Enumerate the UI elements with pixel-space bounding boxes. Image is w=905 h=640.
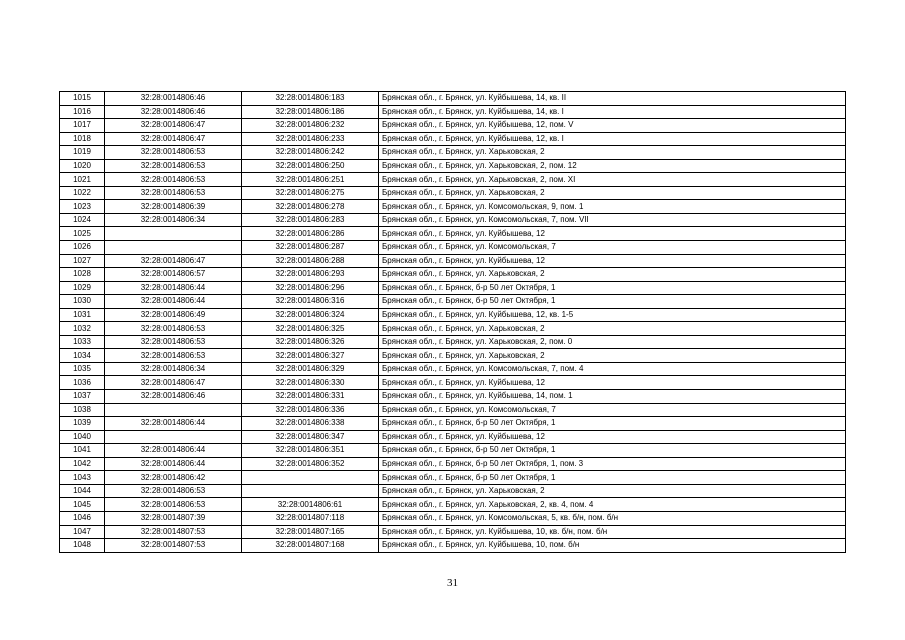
parcel-cadastral-number-cell: 32:28:0014806:44 [105, 281, 242, 295]
address-cell: Брянская обл., г. Брянск, ул. Харьковская, 2 [379, 484, 846, 498]
row-number-cell: 1025 [60, 227, 105, 241]
parcel-cadastral-number-cell: 32:28:0014806:53 [105, 159, 242, 173]
row-number-cell: 1035 [60, 362, 105, 376]
object-cadastral-number-cell: 32:28:0014806:233 [242, 132, 379, 146]
parcel-cadastral-number-cell: 32:28:0014806:47 [105, 254, 242, 268]
parcel-cadastral-number-cell: 32:28:0014806:49 [105, 308, 242, 322]
parcel-cadastral-number-cell: 32:28:0014806:46 [105, 105, 242, 119]
object-cadastral-number-cell: 32:28:0014806:330 [242, 376, 379, 390]
row-number-cell: 1033 [60, 335, 105, 349]
table-row [60, 498, 846, 512]
object-cadastral-number-cell: 32:28:0014806:287 [242, 241, 379, 255]
table-row [60, 105, 846, 119]
parcel-cadastral-number-cell: 32:28:0014806:34 [105, 213, 242, 227]
row-number-cell: 1026 [60, 241, 105, 255]
table-row [60, 403, 846, 417]
address-cell: Брянская обл., г. Брянск, ул. Харьковская, 2, пом. 0 [379, 335, 846, 349]
row-number-cell: 1029 [60, 281, 105, 295]
parcel-cadastral-number-cell: 32:28:0014806:57 [105, 268, 242, 282]
parcel-cadastral-number-cell: 32:28:0014806:53 [105, 484, 242, 498]
parcel-cadastral-number-cell: 32:28:0014806:34 [105, 362, 242, 376]
address-cell: Брянская обл., г. Брянск, ул. Куйбышева, 12, кв. 1-5 [379, 308, 846, 322]
address-cell: Брянская обл., г. Брянск, ул. Комсомольская, 7, пом. VII [379, 213, 846, 227]
object-cadastral-number-cell: 32:28:0014807:118 [242, 511, 379, 525]
parcel-cadastral-number-cell: 32:28:0014806:53 [105, 335, 242, 349]
object-cadastral-number-cell: 32:28:0014806:232 [242, 119, 379, 133]
object-cadastral-number-cell: 32:28:0014806:338 [242, 417, 379, 431]
parcel-cadastral-number-cell: 32:28:0014807:53 [105, 525, 242, 539]
object-cadastral-number-cell: 32:28:0014806:326 [242, 335, 379, 349]
address-cell: Брянская обл., г. Брянск, ул. Куйбышева, 10, пом. б/н [379, 539, 846, 553]
table-row [60, 254, 846, 268]
table-row [60, 146, 846, 160]
row-number-cell: 1037 [60, 390, 105, 404]
row-number-cell: 1022 [60, 186, 105, 200]
address-cell: Брянская обл., г. Брянск, ул. Комсомольская, 7 [379, 403, 846, 417]
object-cadastral-number-cell: 32:28:0014806:296 [242, 281, 379, 295]
object-cadastral-number-cell: 32:28:0014806:329 [242, 362, 379, 376]
object-cadastral-number-cell: 32:28:0014806:283 [242, 213, 379, 227]
address-cell: Брянская обл., г. Брянск, б-р 50 лет Октября, 1 [379, 444, 846, 458]
address-cell: Брянская обл., г. Брянск, ул. Куйбышева, 12 [379, 376, 846, 390]
parcel-cadastral-number-cell: 32:28:0014806:53 [105, 322, 242, 336]
parcel-cadastral-number-cell: 32:28:0014806:53 [105, 173, 242, 187]
table-row [60, 417, 846, 431]
address-cell: Брянская обл., г. Брянск, ул. Харьковская, 2 [379, 186, 846, 200]
table-row [60, 227, 846, 241]
registry-table-body [60, 92, 846, 553]
row-number-cell: 1024 [60, 213, 105, 227]
row-number-cell: 1017 [60, 119, 105, 133]
address-cell: Брянская обл., г. Брянск, ул. Харьковская, 2 [379, 146, 846, 160]
parcel-cadastral-number-cell: 32:28:0014806:39 [105, 200, 242, 214]
table-row [60, 241, 846, 255]
parcel-cadastral-number-cell: 32:28:0014806:44 [105, 417, 242, 431]
parcel-cadastral-number-cell: 32:28:0014806:44 [105, 444, 242, 458]
registry-table [59, 91, 846, 553]
address-cell: Брянская обл., г. Брянск, ул. Комсомольская, 5, кв. б/н, пом. б/н [379, 511, 846, 525]
parcel-cadastral-number-cell: 32:28:0014806:53 [105, 498, 242, 512]
row-number-cell: 1016 [60, 105, 105, 119]
address-cell: Брянская обл., г. Брянск, ул. Куйбышева, 12 [379, 430, 846, 444]
address-cell: Брянская обл., г. Брянск, ул. Комсомольская, 7, пом. 4 [379, 362, 846, 376]
row-number-cell: 1031 [60, 308, 105, 322]
row-number-cell: 1045 [60, 498, 105, 512]
table-row [60, 159, 846, 173]
object-cadastral-number-cell: 32:28:0014807:165 [242, 525, 379, 539]
row-number-cell: 1034 [60, 349, 105, 363]
row-number-cell: 1042 [60, 457, 105, 471]
object-cadastral-number-cell: 32:28:0014806:352 [242, 457, 379, 471]
table-row [60, 186, 846, 200]
object-cadastral-number-cell: 32:28:0014806:327 [242, 349, 379, 363]
row-number-cell: 1028 [60, 268, 105, 282]
table-row [60, 322, 846, 336]
row-number-cell: 1023 [60, 200, 105, 214]
address-cell: Брянская обл., г. Брянск, ул. Куйбышева, 12, кв. I [379, 132, 846, 146]
parcel-cadastral-number-cell: 32:28:0014807:53 [105, 539, 242, 553]
object-cadastral-number-cell: 32:28:0014806:331 [242, 390, 379, 404]
table-row [60, 444, 846, 458]
table-row [60, 484, 846, 498]
table-row [60, 511, 846, 525]
object-cadastral-number-cell: 32:28:0014806:347 [242, 430, 379, 444]
parcel-cadastral-number-cell: 32:28:0014806:42 [105, 471, 242, 485]
address-cell: Брянская обл., г. Брянск, б-р 50 лет Октября, 1 [379, 417, 846, 431]
object-cadastral-number-cell [242, 471, 379, 485]
object-cadastral-number-cell: 32:28:0014806:242 [242, 146, 379, 160]
address-cell: Брянская обл., г. Брянск, б-р 50 лет Октября, 1, пом. 3 [379, 457, 846, 471]
table-row [60, 200, 846, 214]
parcel-cadastral-number-cell: 32:28:0014806:47 [105, 376, 242, 390]
row-number-cell: 1020 [60, 159, 105, 173]
object-cadastral-number-cell: 32:28:0014806:251 [242, 173, 379, 187]
table-row [60, 525, 846, 539]
address-cell: Брянская обл., г. Брянск, ул. Куйбышева, 14, кв. II [379, 92, 846, 106]
object-cadastral-number-cell: 32:28:0014806:325 [242, 322, 379, 336]
row-number-cell: 1047 [60, 525, 105, 539]
row-number-cell: 1032 [60, 322, 105, 336]
object-cadastral-number-cell: 32:28:0014806:250 [242, 159, 379, 173]
object-cadastral-number-cell: 32:28:0014806:278 [242, 200, 379, 214]
object-cadastral-number-cell: 32:28:0014806:61 [242, 498, 379, 512]
table-row [60, 539, 846, 553]
parcel-cadastral-number-cell: 32:28:0014806:53 [105, 146, 242, 160]
address-cell: Брянская обл., г. Брянск, ул. Куйбышева, 12, пом. V [379, 119, 846, 133]
row-number-cell: 1039 [60, 417, 105, 431]
object-cadastral-number-cell: 32:28:0014806:288 [242, 254, 379, 268]
parcel-cadastral-number-cell: 32:28:0014806:47 [105, 132, 242, 146]
page-number: 31 [447, 577, 458, 589]
object-cadastral-number-cell: 32:28:0014806:186 [242, 105, 379, 119]
parcel-cadastral-number-cell: 32:28:0014806:53 [105, 349, 242, 363]
address-cell: Брянская обл., г. Брянск, ул. Куйбышева, 12 [379, 254, 846, 268]
address-cell: Брянская обл., г. Брянск, ул. Харьковская, 2, пом. 12 [379, 159, 846, 173]
address-cell: Брянская обл., г. Брянск, ул. Харьковская, 2 [379, 322, 846, 336]
row-number-cell: 1040 [60, 430, 105, 444]
row-number-cell: 1048 [60, 539, 105, 553]
parcel-cadastral-number-cell [105, 241, 242, 255]
row-number-cell: 1038 [60, 403, 105, 417]
object-cadastral-number-cell: 32:28:0014807:168 [242, 539, 379, 553]
table-row [60, 430, 846, 444]
row-number-cell: 1030 [60, 295, 105, 309]
address-cell: Брянская обл., г. Брянск, б-р 50 лет Октября, 1 [379, 471, 846, 485]
row-number-cell: 1015 [60, 92, 105, 106]
row-number-cell: 1046 [60, 511, 105, 525]
parcel-cadastral-number-cell: 32:28:0014806:44 [105, 457, 242, 471]
row-number-cell: 1044 [60, 484, 105, 498]
table-row [60, 92, 846, 106]
object-cadastral-number-cell: 32:28:0014806:324 [242, 308, 379, 322]
object-cadastral-number-cell: 32:28:0014806:351 [242, 444, 379, 458]
address-cell: Брянская обл., г. Брянск, ул. Комсомольская, 9, пом. 1 [379, 200, 846, 214]
object-cadastral-number-cell: 32:28:0014806:286 [242, 227, 379, 241]
table-row [60, 132, 846, 146]
parcel-cadastral-number-cell: 32:28:0014806:47 [105, 119, 242, 133]
table-row [60, 213, 846, 227]
table-row [60, 281, 846, 295]
object-cadastral-number-cell: 32:28:0014806:316 [242, 295, 379, 309]
table-row [60, 119, 846, 133]
row-number-cell: 1021 [60, 173, 105, 187]
address-cell: Брянская обл., г. Брянск, ул. Куйбышева, 12 [379, 227, 846, 241]
table-row [60, 376, 846, 390]
address-cell: Брянская обл., г. Брянск, ул. Харьковская, 2, пом. XI [379, 173, 846, 187]
address-cell: Брянская обл., г. Брянск, ул. Комсомольская, 7 [379, 241, 846, 255]
object-cadastral-number-cell: 32:28:0014806:336 [242, 403, 379, 417]
row-number-cell: 1041 [60, 444, 105, 458]
row-number-cell: 1036 [60, 376, 105, 390]
table-row [60, 457, 846, 471]
table-row [60, 471, 846, 485]
parcel-cadastral-number-cell: 32:28:0014806:44 [105, 295, 242, 309]
table-row [60, 362, 846, 376]
address-cell: Брянская обл., г. Брянск, б-р 50 лет Октября, 1 [379, 281, 846, 295]
address-cell: Брянская обл., г. Брянск, б-р 50 лет Октября, 1 [379, 295, 846, 309]
address-cell: Брянская обл., г. Брянск, ул. Харьковская, 2 [379, 349, 846, 363]
address-cell: Брянская обл., г. Брянск, ул. Куйбышева, 14, кв. I [379, 105, 846, 119]
row-number-cell: 1027 [60, 254, 105, 268]
table-row [60, 308, 846, 322]
row-number-cell: 1043 [60, 471, 105, 485]
object-cadastral-number-cell: 32:28:0014806:183 [242, 92, 379, 106]
table-row [60, 268, 846, 282]
parcel-cadastral-number-cell [105, 430, 242, 444]
parcel-cadastral-number-cell: 32:28:0014807:39 [105, 511, 242, 525]
object-cadastral-number-cell: 32:28:0014806:293 [242, 268, 379, 282]
table-row [60, 335, 846, 349]
parcel-cadastral-number-cell [105, 403, 242, 417]
row-number-cell: 1019 [60, 146, 105, 160]
row-number-cell: 1018 [60, 132, 105, 146]
object-cadastral-number-cell [242, 484, 379, 498]
address-cell: Брянская обл., г. Брянск, ул. Куйбышева, 14, пом. 1 [379, 390, 846, 404]
parcel-cadastral-number-cell: 32:28:0014806:46 [105, 92, 242, 106]
parcel-cadastral-number-cell: 32:28:0014806:53 [105, 186, 242, 200]
table-row [60, 295, 846, 309]
address-cell: Брянская обл., г. Брянск, ул. Харьковская, 2 [379, 268, 846, 282]
table-row [60, 349, 846, 363]
object-cadastral-number-cell: 32:28:0014806:275 [242, 186, 379, 200]
address-cell: Брянская обл., г. Брянск, ул. Харьковская, 2, кв. 4, пом. 4 [379, 498, 846, 512]
table-row [60, 390, 846, 404]
table-row [60, 173, 846, 187]
address-cell: Брянская обл., г. Брянск, ул. Куйбышева, 10, кв. б/н, пом. б/н [379, 525, 846, 539]
parcel-cadastral-number-cell [105, 227, 242, 241]
parcel-cadastral-number-cell: 32:28:0014806:46 [105, 390, 242, 404]
